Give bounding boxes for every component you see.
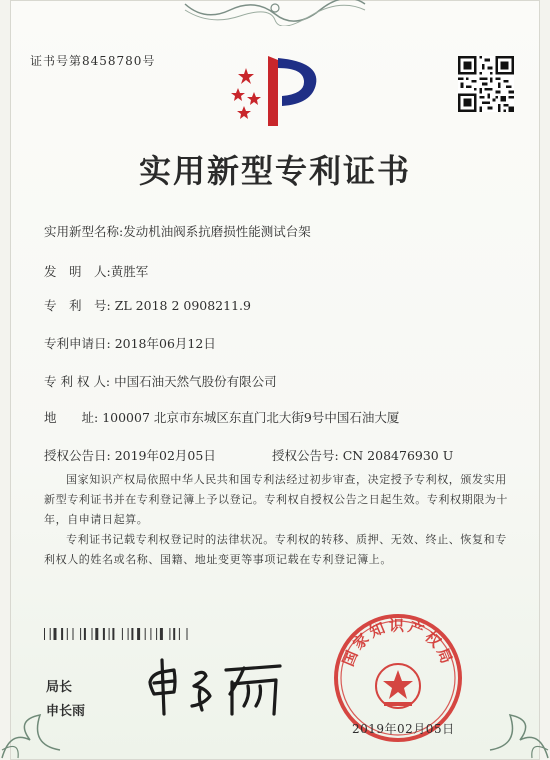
- application-date-label: 专利申请日:: [44, 336, 111, 351]
- patent-number-field: [44, 296, 251, 314]
- patent-number-label: 专 利 号:: [44, 298, 111, 313]
- signatory-title: 局长: [46, 680, 73, 695]
- application-date-value: 2018年06月12日: [114, 336, 216, 351]
- qr-code: [458, 56, 514, 112]
- grant-statement: 国家知识产权局依照中华人民共和国专利法经过初步审查，决定授予专利权，颁发实用新型专利证书并在专利登记簿上予以登记。专利权自授权公告之日起生效。专利权期限为十年，自申请日起算。: [44, 473, 508, 526]
- signatory-name: 申长雨: [46, 704, 86, 719]
- handwritten-signature: [140, 652, 290, 722]
- corner-ornament-right: [480, 690, 550, 760]
- grant-date-field: [44, 446, 216, 464]
- address-value: 100007 北京市东城区东直门北大街9号中国石油大厦: [102, 410, 400, 425]
- address-field: [44, 408, 399, 426]
- svg-text:国家知识产权局: 国家知识产权局: [339, 616, 457, 669]
- legal-status-statement: 专利证书记载专利权登记时的法律状况。专利权的转移、质押、无效、终止、恢复和专利权人的姓名或名称、国籍、地址变更等事项记载在专利登记簿上。: [44, 533, 507, 566]
- patent-number-value: ZL 2018 2 0908211.9: [114, 298, 251, 313]
- inventor-field: [44, 262, 148, 280]
- patentee-label: 专 利 权 人:: [44, 374, 111, 389]
- publication-number-label: 授权公告号:: [272, 448, 339, 463]
- certificate-title: 实用新型专利证书: [138, 152, 411, 190]
- utility-name-field: [44, 222, 311, 240]
- certificate-number: 证书号第8458780号: [30, 54, 156, 68]
- publication-number-value: CN 208476930 U: [342, 448, 454, 463]
- utility-name-label: 实用新型名称:: [44, 224, 124, 239]
- grant-date-label: 授权公告日:: [44, 448, 111, 463]
- utility-name-value: 发动机油阀系抗磨损性能测试台架: [123, 224, 311, 239]
- inventor-value: 黄胜军: [110, 264, 149, 279]
- inventor-label: 发 明 人:: [44, 264, 111, 279]
- application-date-field: [44, 334, 216, 352]
- publication-number-field: [272, 446, 453, 464]
- top-ornament: [180, 0, 370, 26]
- issue-date: 2019年02月05日: [352, 722, 455, 736]
- barcode: [44, 628, 254, 640]
- patentee-field: [44, 372, 277, 390]
- patent-office-logo: [224, 48, 324, 130]
- address-label: 地 址:: [44, 410, 99, 425]
- patentee-value: 中国石油天然气股份有限公司: [114, 374, 277, 389]
- grant-date-value: 2019年02月05日: [114, 448, 216, 463]
